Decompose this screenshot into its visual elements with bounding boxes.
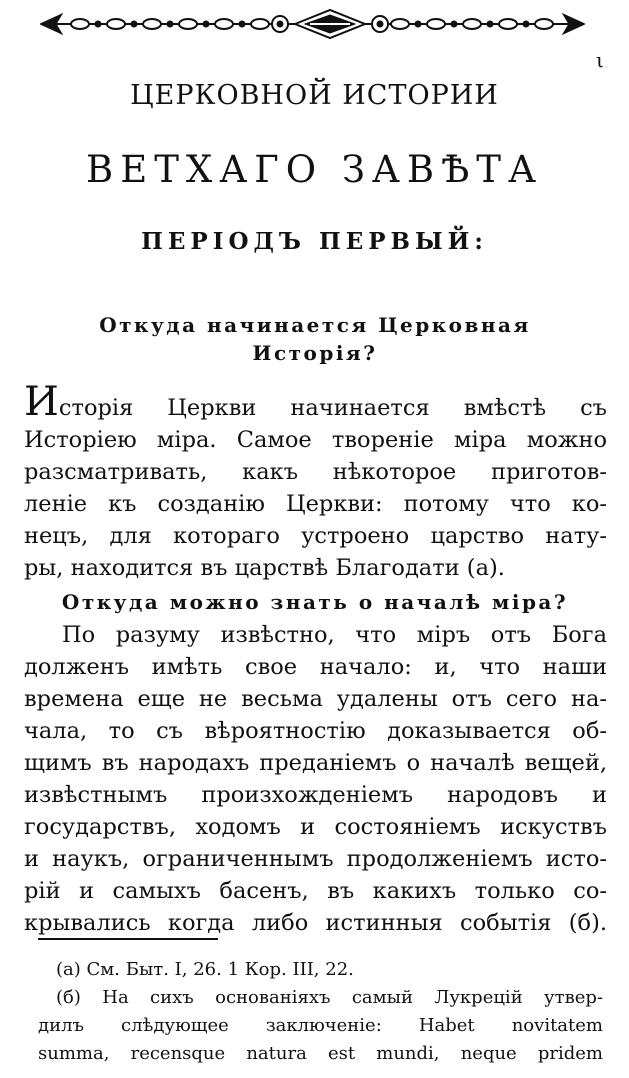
- paragraph-line: разсматривать, какъ нѣкоторое приготов-: [24, 459, 607, 485]
- paragraph-line: извѣстнымъ произхожденіемъ народовъ и: [24, 782, 607, 808]
- footnote-divider: [38, 938, 218, 940]
- paragraph-line: Исторіею міра. Самое твореніе міра можно: [24, 427, 607, 453]
- page-number-mark: ι: [596, 48, 604, 72]
- period-heading: ПЕРІОДЪ ПЕРВЫЙ:: [141, 228, 488, 255]
- paragraph-line: леніе къ созданію Церкви: потому что ко-: [24, 491, 607, 517]
- footnote-a: [38, 956, 603, 984]
- decorative-header-ornament-icon: [40, 6, 585, 42]
- paragraph-line: ры, находится въ царствѣ Благодати (а).: [24, 555, 505, 581]
- footnote-line: summa, recensque natura est mundi, neque pridem: [38, 1043, 603, 1064]
- paragraph-line: государствъ, ходомъ и состояніемъ искуствъ: [24, 814, 607, 840]
- paragraph-line: чала, то съ вѣроятностію доказывается об-: [24, 718, 607, 744]
- title-line-2: ВЕТХАГО ЗАВѢТА: [86, 148, 543, 191]
- section-question-2: [40, 588, 590, 616]
- question-line: Откуда начинается Церковная: [99, 313, 531, 337]
- paragraph-line: [24, 379, 607, 425]
- paragraph-line: рій и самыхъ басенъ, въ какихъ только со-: [24, 878, 607, 904]
- drop-capital: И: [24, 379, 59, 425]
- question-line: Исторія?: [252, 341, 378, 365]
- title-line-1: ЦЕРКОВНОЙ ИСТОРИИ: [130, 80, 499, 111]
- paragraph-line-text: сторія Церкви начинается вмѣстѣ съ: [58, 395, 607, 421]
- section-question-1: [40, 311, 590, 367]
- section-paragraph-1: [24, 379, 607, 584]
- paragraph-line: и наукъ, ограниченнымъ продолженіемъ исто-: [24, 846, 607, 872]
- paragraph-line: нецъ, для котораго устроено царство нату-: [24, 523, 607, 549]
- paragraph-line: долженъ имѣть свое начало: и, что наши: [24, 654, 607, 680]
- footnote-line: (б) На сихъ основаніяхъ самый Лукрецій утвер-: [56, 987, 603, 1008]
- paragraph-line: времена еще не весьма удалены отъ сего на-: [24, 686, 607, 712]
- paragraph-line: щимъ въ народахъ преданіемъ о началѣ вещей,: [24, 750, 607, 776]
- paragraph-line: По разуму извѣстно, что міръ отъ Бога: [62, 622, 607, 648]
- paragraph-line: крывались когда либо истинныя событія (б).: [24, 910, 607, 936]
- footnote-line: дилъ слѣдующее заключеніе: Habet novitatem: [38, 1015, 603, 1036]
- section-paragraph-2: [24, 619, 607, 939]
- question-line: Откуда можно знать о началѣ міра?: [61, 590, 569, 614]
- footnote-line: (а) См. Быт. I, 26. 1 Кор. III, 22.: [56, 959, 354, 980]
- footnote-b: [38, 984, 603, 1068]
